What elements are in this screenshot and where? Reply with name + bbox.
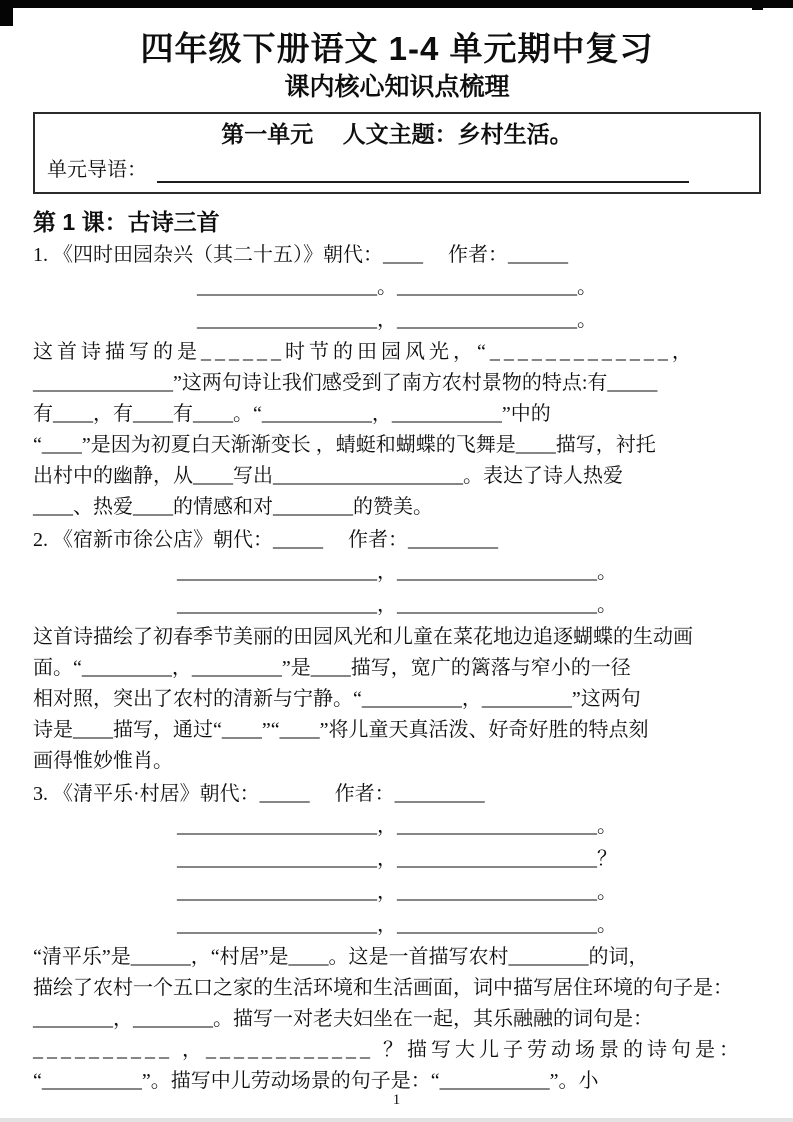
scan-artifact-bottom-bar [0,1118,793,1122]
analysis-line: “__________”。描写中儿劳动场景的句子是：“___________”。小 [33,1070,599,1092]
poem-blank-line: __________________，__________________。 [197,309,597,331]
analysis-line: __________ ，____________ ？描写大儿子劳动场景的诗句是： [33,1039,743,1061]
poem-blank-block [33,271,761,337]
poem-blank-line: ____________________，____________________。 [177,815,617,837]
analysis-paragraph [33,942,761,1097]
analysis-line: “____”是因为初夏白天渐渐变长 ，蜻蜓和蝴蝶的飞舞是____描写，衬托 [33,434,656,456]
page-content [33,8,761,1097]
poem-blank-block [33,556,761,622]
poem-item-2 [33,525,761,777]
poem-blank-line: ____________________，____________________。 [177,881,617,903]
poem-blank-line: ____________________，____________________。 [177,914,617,936]
analysis-line: “清平乐”是______，“村居”是____。这是一首描写农村________的词， [33,946,649,968]
unit-intro-row [47,157,747,183]
analysis-line: ____、热爱____的情感和对________的赞美。 [33,496,433,518]
poem-blank-line: ____________________，____________________？ [177,848,617,870]
poem-blank-line: ____________________，____________________。 [177,594,617,616]
analysis-line: 这首诗描写的是______时节的田园风光，“_____________， [33,341,696,363]
poem-blank-line: __________________。__________________。 [197,276,597,298]
analysis-line: 面。“_________，_________”是____描写，宽广的篱落与窄小的一径 [33,657,631,679]
analysis-line: 这首诗描绘了初春季节美丽的田园风光和儿童在菜花地边追逐蝴蝶的生动画 [33,626,693,648]
poem-item-intro: 1. 《四时田园杂兴（其二十五）》朝代：____ 作者：______ [33,244,568,266]
scan-artifact-left-notch [0,0,13,26]
analysis-line: 相对照，突出了农村的清新与宁静。“__________，_________”这两句 [33,688,641,710]
analysis-line: 诗是____描写，通过“____”“____”将儿童天真活泼、好奇好胜的特点刻 [33,719,649,741]
poem-item-intro: 2. 《宿新市徐公店》朝代：_____ 作者：_________ [33,529,498,551]
poem-blank-block [33,810,761,942]
analysis-line: ______________”这两句诗让我们感受到了南方农村景物的特点:有_____ [33,372,658,394]
page-title: 四年级下册语文 1-4 单元期中复习 [140,30,654,67]
poem-item-intro: 3. 《清平乐·村居》朝代：_____ 作者：_________ [33,783,485,805]
analysis-line: 画得惟妙惟肖。 [33,750,173,772]
analysis-paragraph [33,337,761,523]
analysis-line: ________，________。描写一对老夫妇坐在一起，其乐融融的词句是： [33,1008,653,1030]
lesson-heading: 第 1 课：古诗三首 [33,209,220,235]
unit-header-box [33,112,761,194]
poem-item-3 [33,779,761,1097]
unit-intro-label: 单元导语： [47,159,147,181]
analysis-line: 描绘了农村一个五口之家的生活环境和生活画面，词中描写居住环境的句子是： [33,977,733,999]
unit-intro-blank-line [157,159,689,183]
poem-item-1 [33,240,761,523]
analysis-line: 有____，有____有____。“___________，___________”中的 [33,403,551,425]
poem-blank-line: ____________________，____________________。 [177,561,617,583]
page-number: 1 [392,1092,401,1108]
scan-artifact-top-bar [0,0,793,8]
unit-heading: 第一单元 人文主题：乡村生活。 [221,121,573,147]
page-subtitle: 课内核心知识点梳理 [284,73,510,101]
analysis-line: 出村中的幽静，从____写出___________________。表达了诗人热爱 [33,465,623,487]
analysis-paragraph [33,622,761,777]
